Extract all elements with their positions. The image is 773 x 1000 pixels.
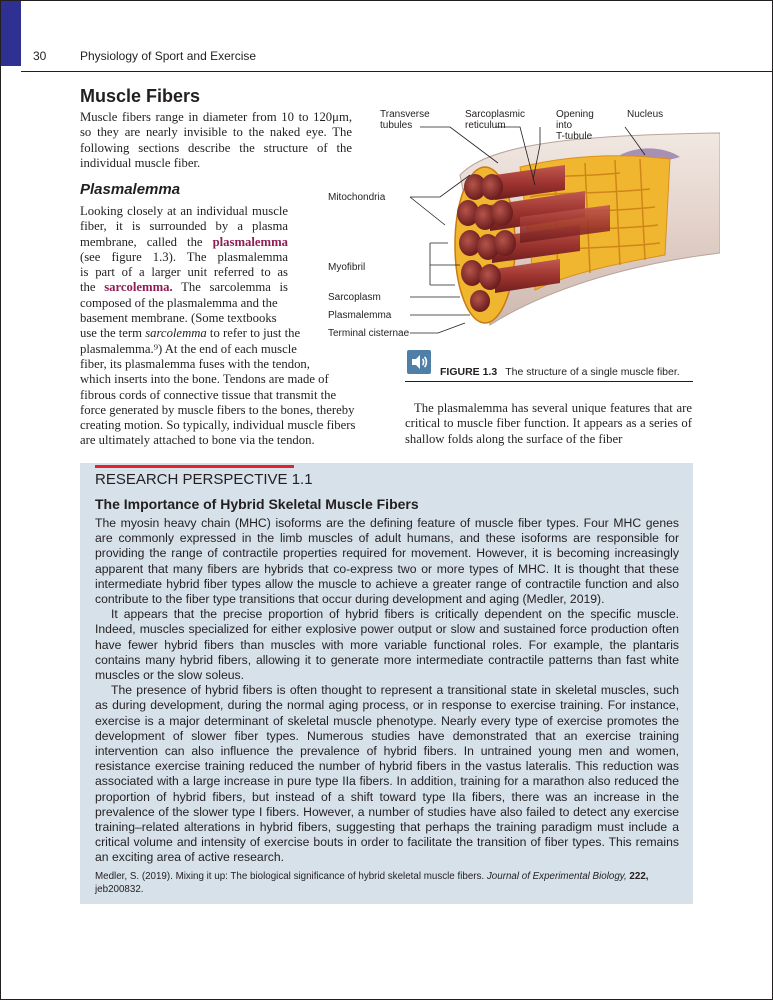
caption-rule <box>405 381 693 382</box>
plasmalemma-paragraph: Looking closely at an individual muscle fiber, it is surrounded by a plasma membrane, called the plasmalemma (see figure 1.3). The plasmalemma is part of a larger unit referred to as the sarcolemma. The sarcolemma is composed of the plasmalemma and the basement membrane. (Some textbooks use the term sarcolemma to refer to just the plasmalemma.⁹) At the end of each muscle fiber, its plasmalemma fuses with the tendon, which inserts into the bone. Tendons are made of fibrous cords of connective tissue that transmit the force generated by muscle fibers to the bones, thereby creating motion. So typically, individual muscle fibers are ultimately attached to bone via the tendon. <box>80 204 356 448</box>
research-accent-bar <box>95 465 294 468</box>
label-sarcoplasmic-reticulum: Sarcoplasmic reticulum <box>465 109 526 131</box>
research-label: RESEARCH PERSPECTIVE 1.1 <box>95 471 313 488</box>
book-title: Physiology of Sport and Exercise <box>80 49 257 63</box>
research-title: The Importance of Hybrid Skeletal Muscle Fibers <box>95 496 419 512</box>
label-opening-t-tubule: Opening into T-tubule <box>556 109 594 142</box>
intro-paragraph: Muscle fibers range in diameter from 10 to 120μm, so they are nearly invisible to the naked eye. The following sections describe the structure of the individual muscle fiber. <box>80 110 352 170</box>
label-mitochondria: Mitochondria <box>328 192 386 203</box>
term-sarcolemma: sarcolemma. <box>104 280 173 295</box>
research-paragraph-3: The presence of hybrid fibers is often thought to represent a transitional state in skeletal muscles, such as during development, during the normal aging process, or in response to exercise training. For instance, exercise is a major determinant of skeletal muscle phenotype. Nearly every type of exercise promotes the development of slower fiber types. Numerous studies have demonstrated that an exercise training intervention can also influence the prevalence of hybrid fibers. In untrained young men and women, resistance exercise training reduced the number of hybrid fibers in the vastus lateralis. This reduction was associated with a large increase in pure type IIa fibers. In addition, training for a marathon also reduced the proportion of hybrid fibers, but instead of a shift toward type IIa fibers, there was an increase in the prevalence of the slower type I fibers. However, a number of studies have also failed to detect any exercise training–related alterations in hybrid fibers, suggesting that perhaps the training paradigm must include a critical volume and intensity of exercise bouts in order to facilitate the transition of fiber types. This remains an exciting area of active research. <box>95 683 679 865</box>
header-rule <box>21 71 773 72</box>
speaker-icon <box>407 350 431 374</box>
figure-number: FIGURE 1.3 <box>440 366 498 378</box>
page-number: 30 <box>33 49 47 63</box>
term-plasmalemma: plasmalemma <box>212 234 288 249</box>
research-body <box>95 516 679 866</box>
label-sarcoplasm: Sarcoplasm <box>328 292 381 303</box>
label-plasmalemma: Plasmalemma <box>328 310 392 321</box>
continued-paragraph: The plasmalemma has several unique features that are critical to muscle fiber function. It appears as a series of shallow folds along the surface of the fiber <box>405 401 692 446</box>
subsection-title: Plasmalemma <box>80 181 181 198</box>
running-header <box>0 49 773 63</box>
label-transverse-tubules: Transverse tubules <box>380 109 430 131</box>
research-paragraph-1: The myosin heavy chain (MHC) isoforms are the defining feature of muscle fiber types. Four MHC genes are commonly expressed in the limb muscles of adult humans, and these isoforms are responsible for providing the range of contractile properties required for movement. However, it is becoming increasingly apparent that many fibers are hybrids that co-express two or more types of MHC. It is thought that these intermediate hybrid fiber types allow the muscle to achieve a greater range of contractile function and also contribute to the fiber type transitions that occur during development and aging (Medler, 2019). <box>95 516 679 607</box>
label-myofibril: Myofibril <box>328 262 366 273</box>
research-paragraph-2: It appears that the precise proportion of hybrid fibers is critically dependent on the specific muscle. Indeed, muscles specialized for either explosive power output or slow and sustained force production often have fewer hybrid fibers than muscles with more variable functional roles. For example, the plantaris contains many hybrid fibers, allowing it to generate more intermediate contractile patterns than fast white muscles or the slow soleus. <box>95 607 679 683</box>
label-terminal-cisternae: Terminal cisternae <box>328 328 410 339</box>
research-reference: Medler, S. (2019). Mixing it up: The biological significance of hybrid skeletal muscle fibers. Journal of Experimental Biology, 222, jeb200832. <box>95 871 649 895</box>
section-title: Muscle Fibers <box>80 86 201 106</box>
figure-caption: FIGURE 1.3 The structure of a single muscle fiber. <box>440 366 680 378</box>
audio-speaker-button[interactable] <box>407 350 431 374</box>
label-nucleus: Nucleus <box>627 109 664 120</box>
